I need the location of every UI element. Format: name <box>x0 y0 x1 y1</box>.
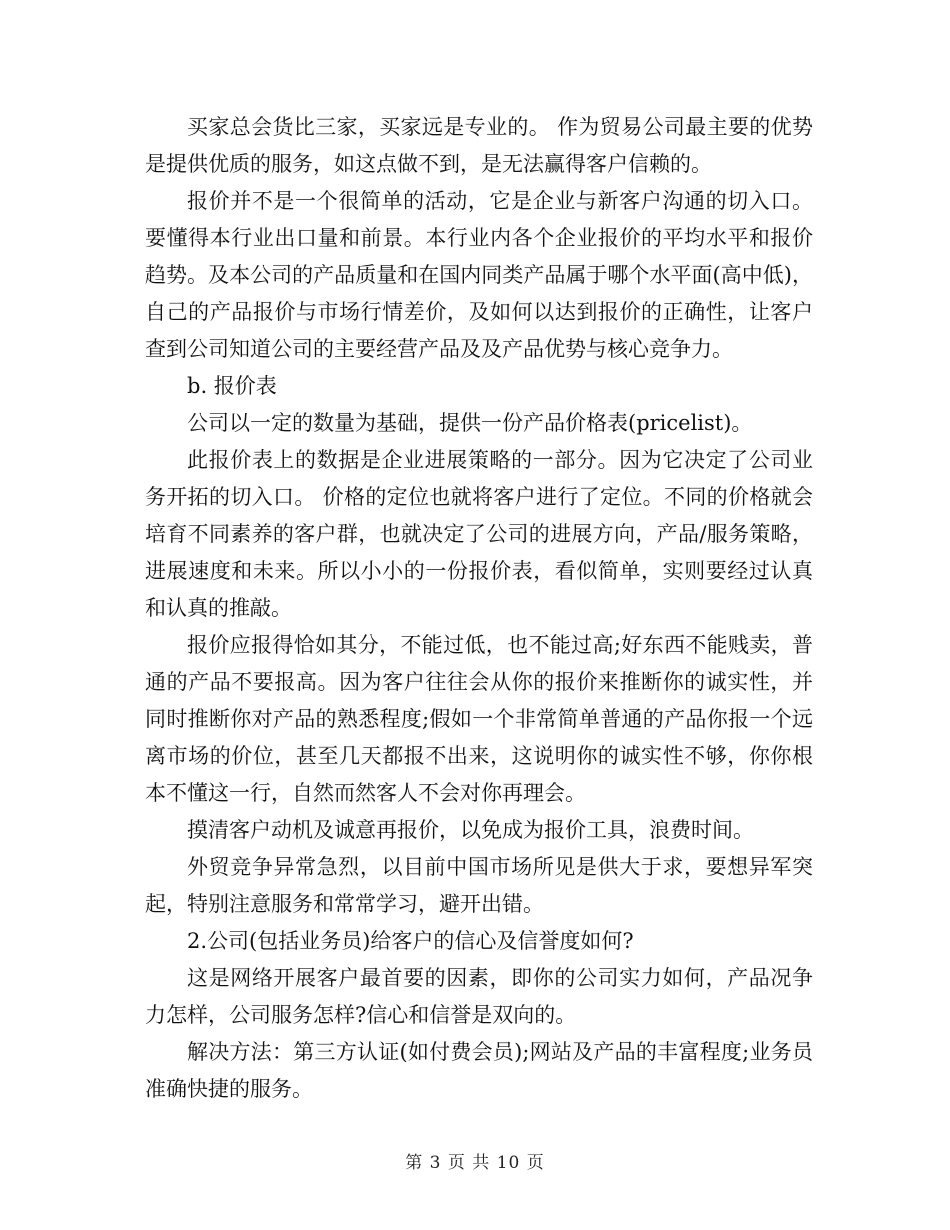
paragraph-1: 买家总会货比三家，买家远是专业的。 作为贸易公司最主要的优势是提供优质的服务，如这点做不到，是无法赢得客户信赖的。 <box>145 115 813 176</box>
paragraph-9: 解决方法：第三方认证(如付费会员);网站及产品的丰富程度;业务员准确快捷的服务。 <box>145 1040 813 1101</box>
paragraph-7: 外贸竞争异常急烈，以目前中国市场所见是供大于求，要想异军突起，特别注意服务和常常学习，避开出错。 <box>145 855 813 916</box>
paragraph-2: 报价并不是一个很简单的活动，它是企业与新客户沟通的切入口。要懂得本行业出口量和前景。本行业内各个企业报价的平均水平和报价趋势。及本公司的产品质量和在国内同类产品属于哪个水平面(高中低)，自己的产品报价与市场行情差价，及如何以达到报价的正确性，让客户查到公司知道公司的主要经营产品及及产品优势与核心竞争力。 <box>145 189 813 361</box>
document-body <box>145 109 813 1108</box>
paragraph-8: 这是网络开展客户最首要的因素，即你的公司实力如何，产品况争力怎样，公司服务怎样?信心和信誉是双向的。 <box>145 966 813 1027</box>
section-heading-credibility: 2.公司(包括业务员)给客户的信心及信誉度如何? <box>187 929 634 953</box>
page-number-footer: 第 3 页 共 10 页 <box>405 1153 545 1173</box>
paragraph-3: 公司以一定的数量为基础，提供一份产品价格表(pricelist)。 <box>187 411 753 435</box>
paragraph-5: 报价应报得恰如其分，不能过低，也不能过高;好东西不能贱卖，普通的产品不要报高。因为客户往往会从你的报价来推断你的诚实性，并同时推断你对产品的熟悉程度;假如一个非常简单普通的产品你报一个远离市场的价位，甚至几天都报不出来，这说明你的诚实性不够，你你根本不懂这一行，自然而然客人不会对你再理会。 <box>145 633 813 805</box>
paragraph-4: 此报价表上的数据是企业进展策略的一部分。因为它决定了公司业务开拓的切入口。 价格的定位也就将客户进行了定位。不同的价格就会培育不同素养的客户群，也就决定了公司的进展方向，产品/服务策略， 进展速度和未来。所以小小的一份报价表，看似简单，实则要经过认真和认真的推敲。 <box>145 448 813 620</box>
paragraph-6: 摸清客户动机及诚意再报价，以免成为报价工具，浪费时间。 <box>187 818 754 842</box>
section-heading-price-list: b. 报价表 <box>187 374 277 398</box>
